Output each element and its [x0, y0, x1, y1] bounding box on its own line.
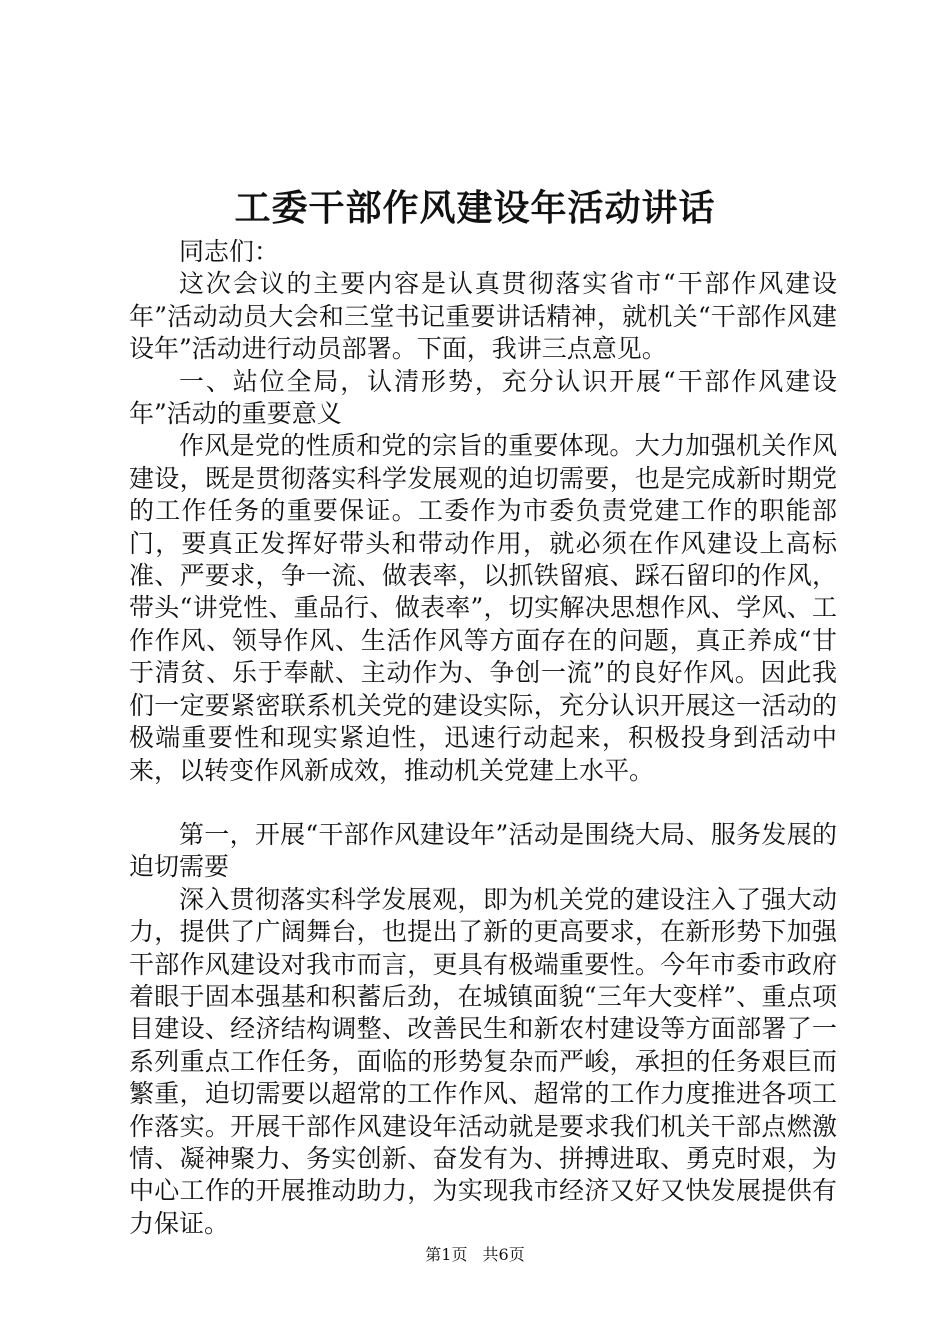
page-total: 共6页: [482, 1245, 525, 1264]
intro-paragraph: 这次会议的主要内容是认真贯彻落实省市“干部作风建设年”活动动员大会和三堂书记重要讲话精神，就机关“干部作风建设年”活动进行动员部署。下面，我讲三点意见。: [129, 269, 837, 364]
page-title: 工委干部作风建设年活动讲话: [234, 187, 716, 229]
body-paragraph: 深入贯彻落实科学发展观，即为机关党的建设注入了强大动力，提供了广阔舞台，也提出了新的更高要求，在新形势下加强干部作风建设对我市而言，更具有极端重要性。今年市委市政府着眼于固本强基和积蓄后劲，在城镇面貌“三年大变样”、重点项目建设、经济结构调整、改善民生和新农村建设等方面部署了一系列重点工作任务，面临的形势复杂而严峻，承担的任务艰巨而繁重，迫切需要以超常的工作作风、超常的工作力度推进各项工作落实。开展干部作风建设年活动就是要求我们机关干部点燃激情、凝神聚力、务实创新、奋发有为、拼搏进取、勇克时艰，为中心工作的开展推动助力，为实现我市经济又好又快发展提供有力保证。: [129, 884, 837, 1238]
page-footer: [0, 1244, 950, 1266]
document-body: [129, 236, 837, 1240]
body-paragraph: 作风是党的性质和党的宗旨的重要体现。大力加强机关作风建设，既是贯彻落实科学发展观的迫切需要，也是完成新时期党的工作任务的重要保证。工委作为市委负责党建工作的职能部门，要真正发挥好带头和带动作用，就必须在作风建设上高标准、严要求，争一流、做表率，以抓铁留痕、踩石留印的作风，带头“讲党性、重品行、做表率”，切实解决思想作风、学风、工作作风、领导作风、生活作风等方面存在的问题，真正养成“甘于清贫、乐于奉献、主动作为、争创一流”的良好作风。因此我们一定要紧密联系机关党的建设实际，充分认识开展这一活动的极端重要性和现实紧迫性，迅速行动起来，积极投身到活动中来，以转变作风新成效，推动机关党建上水平。: [129, 431, 837, 785]
page-number: 第1页: [425, 1245, 468, 1264]
paragraph-spacer: [129, 787, 837, 819]
salutation: 同志们：: [179, 237, 280, 266]
subsection-heading-first: 第一，开展“干部作风建设年”活动是围绕大局、服务发展的迫切需要: [129, 819, 837, 882]
section-heading-one: 一、站位全局，认清形势，充分认识开展“干部作风建设年”活动的重要意义: [129, 366, 837, 429]
